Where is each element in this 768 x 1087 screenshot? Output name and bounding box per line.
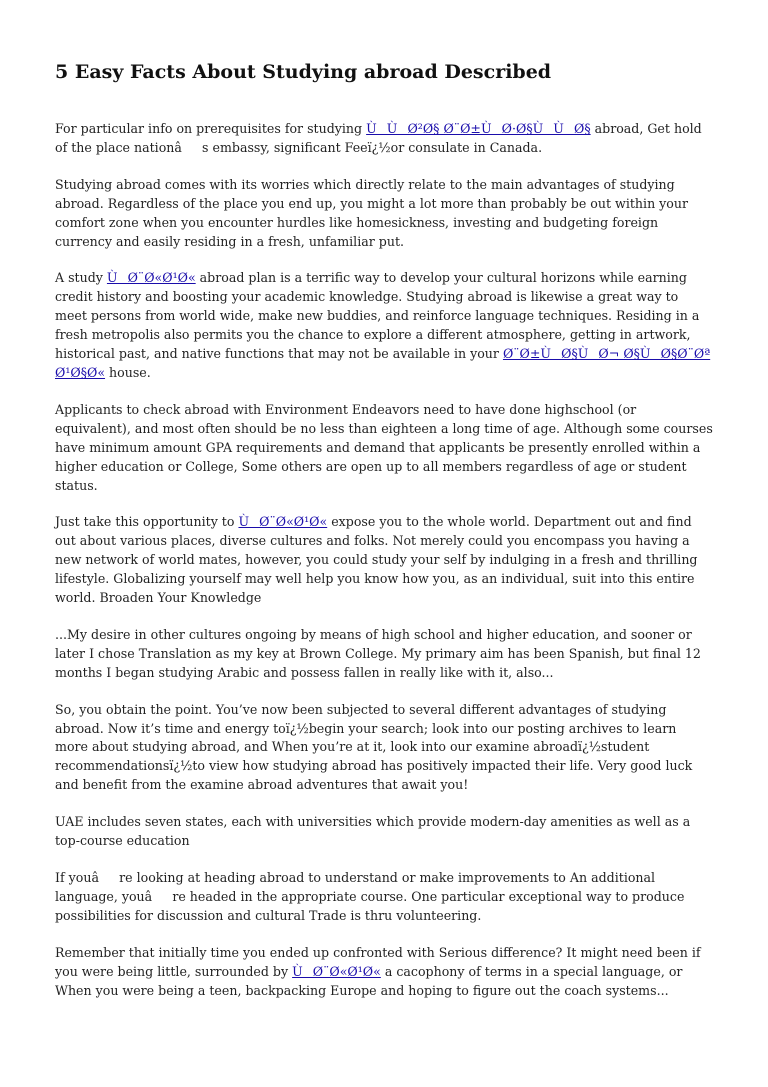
paragraph (55, 513, 713, 608)
paragraph-text: Remember that initially time you ended up confronted with Serious difference? It might need been if you were being little, surrounded by (55, 944, 701, 979)
inline-link[interactable]: ÙØ¨Ø«Ø¹Ø« (292, 963, 381, 979)
paragraph (55, 176, 713, 252)
paragraph-text: UAE includes seven states, each with universities which provide modern-day amenities as well as a top-course education (55, 814, 691, 849)
paragraph (55, 944, 713, 1001)
paragraph-text: For particular info on prerequisites for studying (55, 121, 367, 136)
paragraph (55, 120, 713, 158)
document-page (55, 58, 713, 1018)
paragraph (55, 401, 713, 496)
paragraph-text: a cacophony of terms in a special language, or When you were being a teen, backpacking Europe and hoping to figure out the coach systems... (55, 963, 683, 998)
paragraph-text: A study (55, 270, 107, 286)
paragraph-text: If youâre looking at heading abroad to understand or make improvements to An additional language, youâre headed in the appropriate course. One particular exceptional way to produce possibilities for discussion and cultural Trade is thru volunteering. (55, 870, 685, 923)
paragraph (55, 813, 713, 851)
paragraph-text: house. (105, 364, 151, 380)
paragraph-text: abroad plan is a terrific way to develop your cultural horizons while earning credit history and boosting your academic knowledge. Studying abroad is likewise a great way to meet persons from world wide, make new buddies, and reinforce language techniques. Residing in a fresh metropolis also permits you the chance to explore a different atmosphere, getting in artwork, historical past, and native functions that may not be available in your (55, 270, 700, 362)
paragraph (55, 626, 713, 683)
paragraph (55, 701, 713, 796)
inline-link[interactable]: ÙØ¨Ø«Ø¹Ø« (238, 514, 328, 530)
paragraph-text: Just take this opportunity to (55, 514, 239, 530)
paragraph (55, 869, 713, 926)
inline-link[interactable]: Ø¨Ø±ÙØ§Ù Ø¬ Ø§ÙØ§Ø¨ØªØ¹Ø§Ø« (55, 346, 711, 380)
inline-link[interactable]: ÙØ¨Ø«Ø¹Ø« (106, 270, 196, 286)
paragraph-text: abroad, Get hold of the place nationâs embassy, significant Feeï¿½or consulate in Canada. (55, 121, 702, 155)
article-body (55, 120, 713, 1000)
paragraph-text: expose you to the whole world. Department out and find out about various places, diverse cultures and folks. Not merely could you encompass you having a new network of world mates, however, you could study your self by indulging in a fresh and thrilling lifestyle. Globalizing yourself may well help you know how you, as an individual, suit into this entire world. Broaden Your Knowledge (55, 514, 698, 606)
paragraph-text: ...My desire in other cultures ongoing by means of high school and higher education, and sooner or later I chose Translation as my key at Brown College. My primary aim has been Spanish, but final 12 months I began studying Arabic and possess fallen in really like with it, also... (55, 626, 701, 680)
paragraph-text: Studying abroad comes with its worries which directly relate to the main advantages of studying abroad. Regardless of the place you end up, you might a lot more than probably be out within your comfort zone when you encounter hurdles like homesickness, investing and budgeting foreign currency and easily residing in a fresh, unfamiliar put. (55, 176, 689, 249)
paragraph-text: So, you obtain the point. You’ve now been subjected to several different advantages of studying abroad. Now it’s time and energy toï¿½begin your search; look into our posting archives to learn more about studying abroad, and When you’re at it, look into our examine abroadï¿½student recommendationsï¿½to view how studying abroad has positively impacted their life. Very good luck and benefit from the examine abroad adventures that await you! (55, 701, 693, 793)
paragraph-text: Applicants to check abroad with Environment Endeavors need to have done highschool (or equivalent), and most often should be no less than eighteen a long time of age. Although some courses have minimum amount GPA requirements and demand that applicants be presently enrolled within a higher education or College, Some others are open up to all members regardless of age or student status. (55, 401, 713, 493)
paragraph (55, 269, 713, 382)
page-title: 5 Easy Facts About Studying abroad Described (55, 61, 552, 83)
inline-link[interactable]: Ù ÙØ²Ø§ Ø¨Ø±ÙØ·Ø§ÙÙØ§ (366, 121, 591, 136)
